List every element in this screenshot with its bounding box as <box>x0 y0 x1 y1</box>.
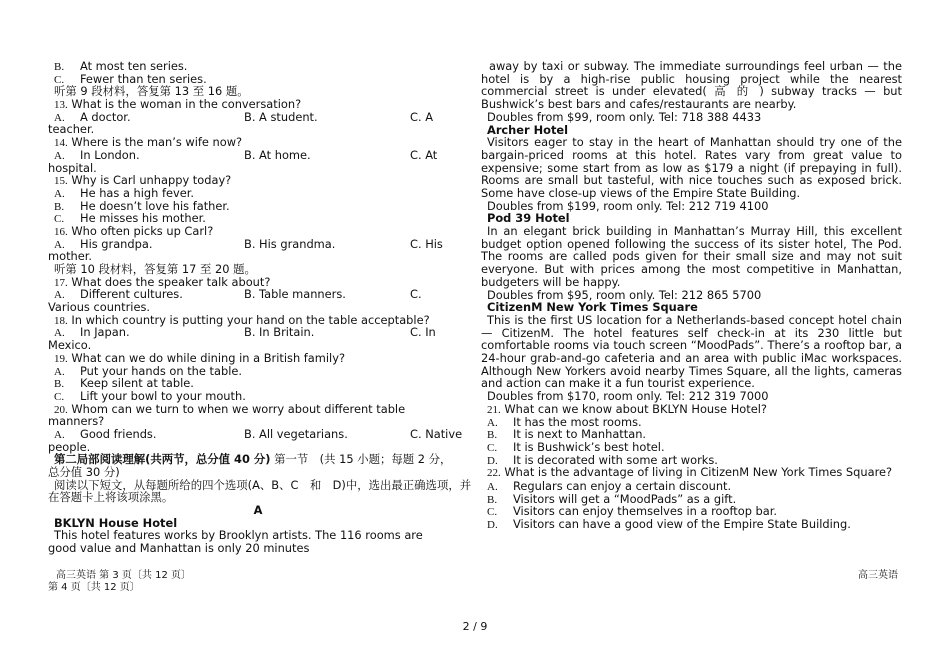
listening-instruction: 听第 10 段材料，答复第 17 至 20 题。 <box>54 262 256 276</box>
hotel-description: This hotel features works by Brooklyn artists. The 116 rooms are <box>54 528 423 543</box>
question-21: 21. What can we know about BKLYN House Hotel? <box>487 401 767 416</box>
options-row: A. Different cultures. B. Table manners. C. <box>54 287 422 302</box>
question-17: 17. What does the speaker talk about? <box>54 274 271 289</box>
hotel-name-pod39: Pod 39 Hotel <box>487 211 570 226</box>
directions-continuation: 在答题卡上将该项涂黑。 <box>48 490 174 505</box>
option-line: B. He doesn’t love his father. <box>54 198 230 213</box>
hotel-description: In an elegant brick building in Manhattan’s Murray Hill, this excellent budget option opened following the success of its sister hotel, The Pod. The rooms are called pods given for their small size and may not suit everyone. But with prices among the most competitive in Manhattan, budgeters will be happy. <box>481 224 902 289</box>
question-18: 18. In which country is putting your hand on the table acceptable? <box>54 312 430 327</box>
left-column <box>48 59 472 556</box>
right-column <box>481 60 902 531</box>
question-continuation: manners? <box>48 414 105 429</box>
page-footer-right: 高三英语 <box>858 570 898 581</box>
hotel-price: Doubles from $95, room only. Tel: 212 865 5700 <box>487 287 762 302</box>
option-line: A. Put your hands on the table. <box>54 363 243 378</box>
question-20: 20. Whom can we turn to when we worry about different table <box>54 401 406 416</box>
page-footer-left: 高三英语 第 3 页〔共 12 页〕 <box>56 570 191 581</box>
hotel-name-archer: Archer Hotel <box>487 122 569 137</box>
option-line: C. It is Bushwick’s best hotel. <box>487 439 665 454</box>
hotel-price: Doubles from $99, room only. Tel: 718 388 4433 <box>487 109 762 124</box>
option-line: B. Keep silent at table. <box>54 376 194 391</box>
question-22: 22. What is the advantage of living in CitizenM New York Times Square? <box>487 465 893 480</box>
option-continuation: mother. <box>48 249 93 264</box>
hotel-description: good value and Manhattan is only 20 minutes <box>48 541 310 556</box>
passage-letter: A <box>253 503 263 518</box>
hotel-description: away by taxi or subway. The immediate surroundings feel urban — the hotel is by a high-rise public housing project while the nearest commercial street is under elevated( 高 的 ) subway tracks — but Bushwick’s best bars and cafes/restaurants are nearby. <box>481 59 902 112</box>
option-line: A. He has a high fever. <box>54 185 195 200</box>
option-line: C. Lift your bowl to your mouth. <box>54 388 246 403</box>
option-continuation: hospital. <box>48 160 97 175</box>
options-row: A. In Japan. B. In Britain. C. In <box>54 325 436 340</box>
question-13: 13. What is the woman in the conversation? <box>54 97 302 112</box>
question-16: 16. Who often picks up Carl? <box>54 223 214 238</box>
hotel-price: Doubles from $170, room only. Tel: 212 319 7000 <box>487 389 769 404</box>
option-line: D. It is decorated with some art works. <box>487 452 718 467</box>
hotel-description: This is the first US location for a Netherlands-based concept hotel chain — CitizenM. The hotel features self check-in at its 230 little but comfortable rooms via touch screen “MoodPads”. There’s a rooftop bar, a 24-hour grab-and-go cafeteria and an area with public iMac workspaces. Although New Yorkers avoid nearby Times Square, all the lights, cameras and action can make it a fun tourist experience. <box>481 312 902 391</box>
hotel-description: Visitors eager to stay in the heart of Manhattan should try one of the bargain-priced rooms at this hotel. Rates vary from great value to expensive; some start from as low as $179 a night (if prepaying in full). Rooms are small but tasteful, with nice touches such as exposed brick. Some have close-up views of the Empire State Building. <box>481 135 902 200</box>
option-line: B. At most ten series. <box>54 59 188 73</box>
hotel-price: Doubles from $199, room only. Tel: 212 719 4100 <box>487 198 769 213</box>
directions: 阅读以下短文，从每题所给的四个选项(A、B、C 和 D)中，选出最正确选项，并 <box>54 477 472 492</box>
section-heading: 第二局部阅读理解(共两节，总分值 40 分) 第一节 (共 15 小题；每题 2 分， <box>54 452 452 467</box>
page-number: 2 / 9 <box>462 620 488 633</box>
options-row: A. A doctor. B. A student. C. A <box>54 109 433 124</box>
option-continuation: Various countries. <box>48 300 151 315</box>
option-line: A. It has the most rooms. <box>487 414 642 429</box>
page-footer-left-2: 第 4 页〔共 12 页〕 <box>48 582 140 593</box>
option-line: C. He misses his mother. <box>54 211 206 226</box>
option-line: A. Regulars can enjoy a certain discount. <box>487 479 732 494</box>
listening-instruction: 听第 9 段材料，答复第 13 至 16 题。 <box>54 84 249 99</box>
section-heading-continuation: 总分值 30 分) <box>48 465 120 479</box>
options-row: A. His grandpa. B. His grandma. C. His <box>54 236 443 251</box>
options-row: A. In London. B. At home. C. At <box>54 147 438 162</box>
option-line: C. Fewer than ten series. <box>54 71 207 86</box>
option-line: B. Visitors will get a “MoodPads” as a gift. <box>487 491 737 506</box>
option-line: C. Visitors can enjoy themselves in a rooftop bar. <box>487 504 778 519</box>
hotel-name-bklyn: BKLYN House Hotel <box>54 515 178 530</box>
option-continuation: people. <box>48 439 91 454</box>
question-15: 15. Why is Carl unhappy today? <box>54 173 232 188</box>
question-14: 14. Where is the man’s wife now? <box>54 135 243 150</box>
option-continuation: Mexico. <box>48 338 92 353</box>
option-continuation: teacher. <box>48 122 95 137</box>
hotel-name-citizenm: CitizenM New York Times Square <box>487 300 698 315</box>
option-line: B. It is next to Manhattan. <box>487 427 647 442</box>
option-line: D. Visitors can have a good view of the Empire State Building. <box>487 517 851 532</box>
question-19: 19. What can we do while dining in a British family? <box>54 350 345 365</box>
options-row: A. Good friends. B. All vegetarians. C. Native <box>54 426 463 441</box>
